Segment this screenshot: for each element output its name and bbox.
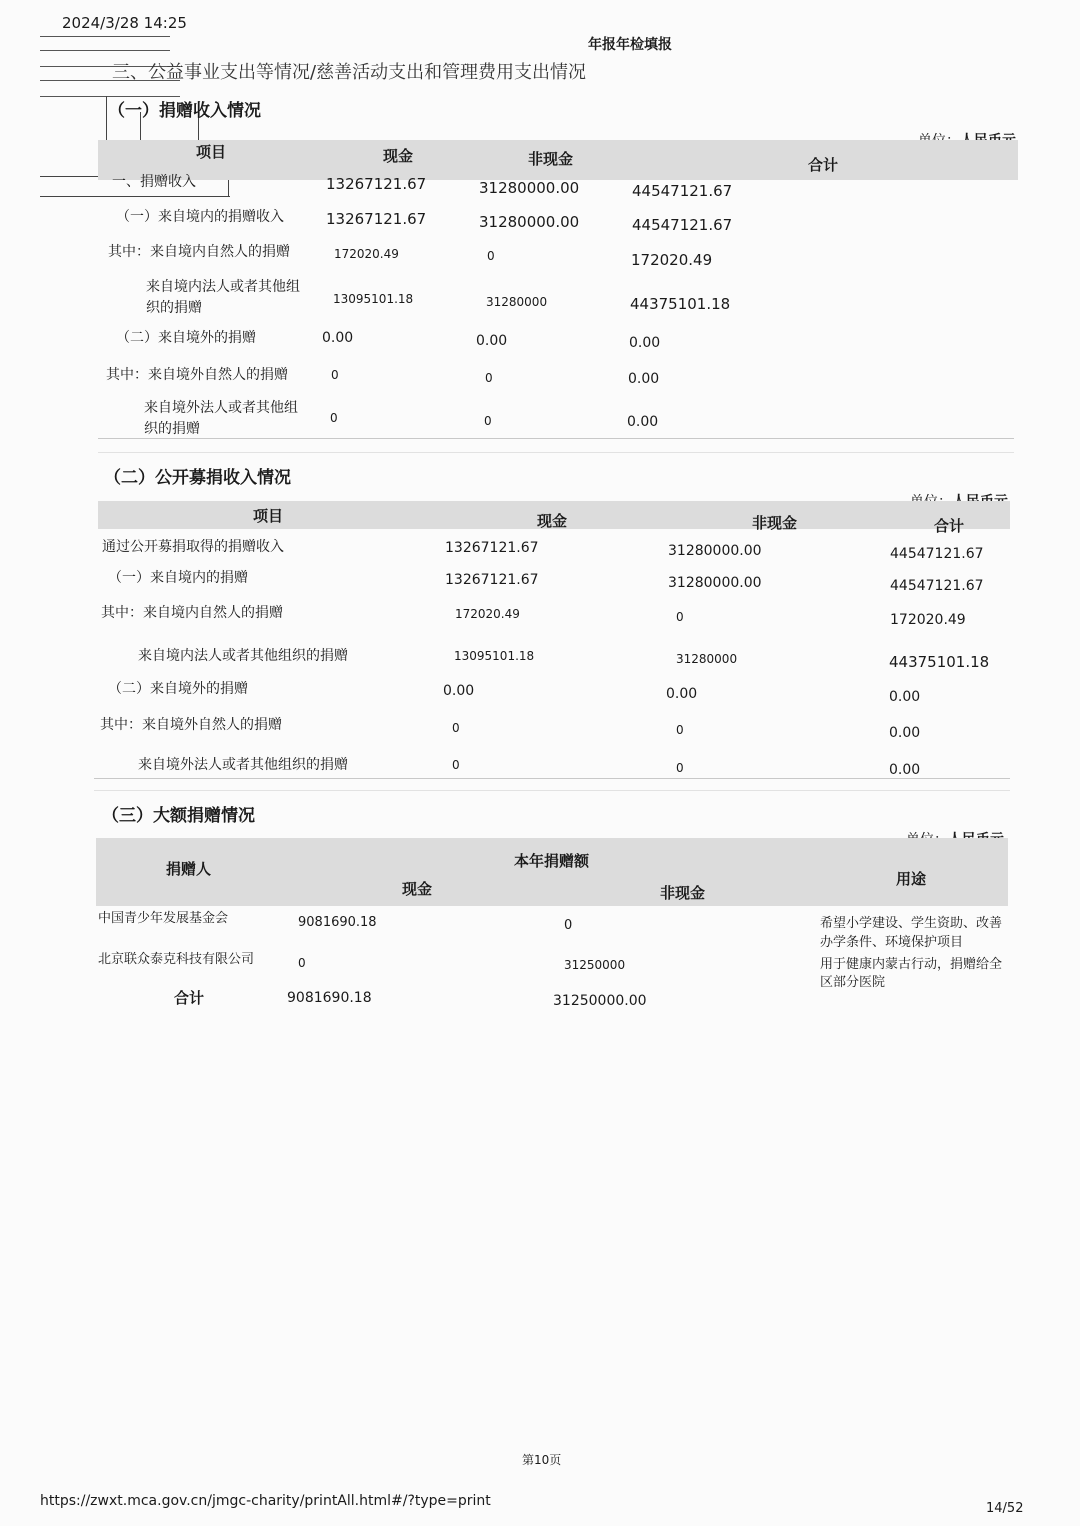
s2-row-cash: 0.00 bbox=[443, 683, 475, 699]
s2-row-cash: 0 bbox=[452, 758, 460, 772]
s1-row-total: 0.00 bbox=[629, 335, 661, 351]
s1-row-total: 0.00 bbox=[627, 414, 659, 430]
s2-row-noncash: 31280000.00 bbox=[668, 543, 762, 559]
s1-row-label: 其中：来自境内自然人的捐赠 bbox=[108, 244, 290, 260]
document-title: 年报年检填报 bbox=[588, 37, 672, 53]
s2-row-cash: 13267121.67 bbox=[445, 540, 539, 556]
s2-row-noncash: 0.00 bbox=[666, 686, 698, 702]
s3-header-purpose: 用途 bbox=[896, 870, 927, 888]
s1-row-cash: 0 bbox=[330, 411, 338, 425]
s3-row-cash: 9081690.18 bbox=[298, 915, 377, 930]
s2-row-total: 44375101.18 bbox=[889, 653, 990, 671]
section3-title: （三）大额捐赠情况 bbox=[102, 806, 255, 826]
s3-row-noncash: 0 bbox=[564, 918, 573, 933]
s1-row-noncash: 0 bbox=[484, 414, 492, 428]
s2-row-label: 其中：来自境内自然人的捐赠 bbox=[101, 605, 283, 621]
s2-row-noncash: 0 bbox=[676, 723, 684, 737]
s3-header-noncash: 非现金 bbox=[660, 884, 706, 902]
s2-row-label: 来自境外法人或者其他组织的捐赠 bbox=[138, 757, 348, 773]
s1-row-label: 其中：来自境外自然人的捐赠 bbox=[106, 367, 288, 383]
s2-row-noncash: 0 bbox=[676, 610, 684, 624]
section2-bottom-rule bbox=[94, 778, 1010, 779]
s1-row-cash: 13095101.18 bbox=[333, 292, 414, 306]
s1-row-cash: 13267121.67 bbox=[326, 175, 427, 193]
s2-header-item: 项目 bbox=[253, 507, 284, 525]
s2-row-label: 来自境内法人或者其他组织的捐赠 bbox=[138, 648, 348, 664]
scan-line bbox=[40, 50, 170, 51]
print-url: https://zwxt.mca.gov.cn/jmgc-charity/printAll.html#/?type=print bbox=[40, 1493, 491, 1509]
s2-header-noncash: 非现金 bbox=[752, 514, 798, 532]
s3-row-noncash: 31250000 bbox=[564, 958, 626, 972]
s1-row-cash: 13267121.67 bbox=[326, 210, 427, 228]
s2-row-total: 0.00 bbox=[889, 762, 921, 778]
section3-header-band bbox=[96, 838, 1008, 906]
s3-total-cash: 9081690.18 bbox=[287, 990, 372, 1006]
s1-row-noncash: 31280000 bbox=[486, 295, 548, 309]
s2-row-label: （二）来自境外的捐赠 bbox=[108, 681, 248, 697]
s1-row-label-cont: 织的捐赠 bbox=[144, 421, 200, 437]
s1-row-label: （一）来自境内的捐赠收入 bbox=[116, 209, 284, 225]
s2-header-total: 合计 bbox=[934, 517, 965, 535]
s2-row-cash: 13267121.67 bbox=[445, 572, 539, 588]
s2-row-total: 172020.49 bbox=[890, 612, 966, 628]
s2-row-label: （一）来自境内的捐赠 bbox=[108, 570, 248, 586]
s2-row-cash: 172020.49 bbox=[455, 607, 520, 621]
s3-header-year-amount: 本年捐赠额 bbox=[514, 852, 590, 870]
s1-row-label: 来自境外法人或者其他组 bbox=[144, 400, 298, 416]
s1-header-noncash: 非现金 bbox=[528, 150, 574, 168]
s3-row-cash: 0 bbox=[298, 956, 306, 970]
s1-row-total: 44547121.67 bbox=[632, 216, 733, 234]
s2-row-noncash: 0 bbox=[676, 761, 684, 775]
s3-row-purpose-cont: 区部分医院 bbox=[820, 975, 886, 990]
s1-row-total: 44547121.67 bbox=[632, 182, 733, 200]
section2-title: （二）公开募捐收入情况 bbox=[104, 468, 291, 488]
s3-row-donor: 中国青少年发展基金会 bbox=[98, 911, 229, 926]
s2-row-total: 0.00 bbox=[889, 725, 921, 741]
s3-total-label: 合计 bbox=[174, 989, 205, 1007]
scan-line bbox=[40, 36, 170, 37]
s3-header-cash: 现金 bbox=[402, 880, 433, 898]
s2-row-noncash: 31280000.00 bbox=[668, 575, 762, 591]
s2-row-cash: 13095101.18 bbox=[454, 649, 535, 663]
section1-title: （一）捐赠收入情况 bbox=[108, 101, 261, 121]
s1-row-label: 来自境内法人或者其他组 bbox=[146, 279, 300, 295]
s1-row-cash: 0.00 bbox=[322, 330, 354, 346]
s3-header-donor: 捐赠人 bbox=[166, 860, 212, 878]
s3-row-purpose: 希望小学建设、学生资助、改善 bbox=[820, 916, 1003, 931]
s2-header-cash: 现金 bbox=[537, 512, 568, 530]
s2-row-total: 44547121.67 bbox=[890, 578, 984, 594]
s1-header-item: 项目 bbox=[196, 143, 227, 161]
s3-row-purpose-cont: 办学条件、环境保护项目 bbox=[820, 935, 964, 950]
s1-row-noncash: 0 bbox=[485, 371, 493, 385]
s1-row-label: （二）来自境外的捐赠 bbox=[116, 330, 256, 346]
scan-line bbox=[40, 196, 230, 197]
page-number: 第10页 bbox=[522, 1453, 562, 1467]
s2-row-cash: 0 bbox=[452, 721, 460, 735]
s3-row-donor: 北京联众泰克科技有限公司 bbox=[98, 952, 255, 967]
s1-row-noncash: 0.00 bbox=[476, 333, 508, 349]
section1-bottom-rule bbox=[98, 452, 1014, 453]
section2-bottom-rule bbox=[94, 790, 1010, 791]
s1-header-total: 合计 bbox=[808, 156, 839, 174]
s1-row-noncash: 31280000.00 bbox=[479, 179, 580, 197]
s1-row-total: 44375101.18 bbox=[630, 295, 731, 313]
page-title: 三、公益事业支出等情况/慈善活动支出和管理费用支出情况 bbox=[112, 62, 587, 83]
s1-row-total: 172020.49 bbox=[631, 251, 713, 269]
s2-row-noncash: 31280000 bbox=[676, 652, 738, 666]
s2-row-label: 其中：来自境外自然人的捐赠 bbox=[100, 717, 282, 733]
s1-row-noncash: 31280000.00 bbox=[479, 213, 580, 231]
s1-row-cash: 0 bbox=[331, 368, 339, 382]
section1-bottom-rule bbox=[98, 438, 1014, 439]
s3-total-noncash: 31250000.00 bbox=[553, 993, 647, 1009]
print-timestamp: 2024/3/28 14:25 bbox=[62, 14, 187, 32]
s3-row-purpose: 用于健康内蒙古行动，捐赠给全 bbox=[820, 957, 1003, 972]
s1-row-label: 一、捐赠收入 bbox=[112, 174, 196, 190]
s2-row-total: 44547121.67 bbox=[890, 546, 984, 562]
s1-row-total: 0.00 bbox=[628, 371, 660, 387]
s1-header-cash: 现金 bbox=[383, 147, 414, 165]
sheet-count: 14/52 bbox=[986, 1501, 1024, 1516]
s2-row-total: 0.00 bbox=[889, 689, 921, 705]
s2-row-label: 通过公开募捐取得的捐赠收入 bbox=[102, 539, 284, 555]
s1-row-noncash: 0 bbox=[487, 249, 495, 263]
s1-row-cash: 172020.49 bbox=[334, 247, 399, 261]
s1-row-label-cont: 织的捐赠 bbox=[146, 300, 202, 316]
